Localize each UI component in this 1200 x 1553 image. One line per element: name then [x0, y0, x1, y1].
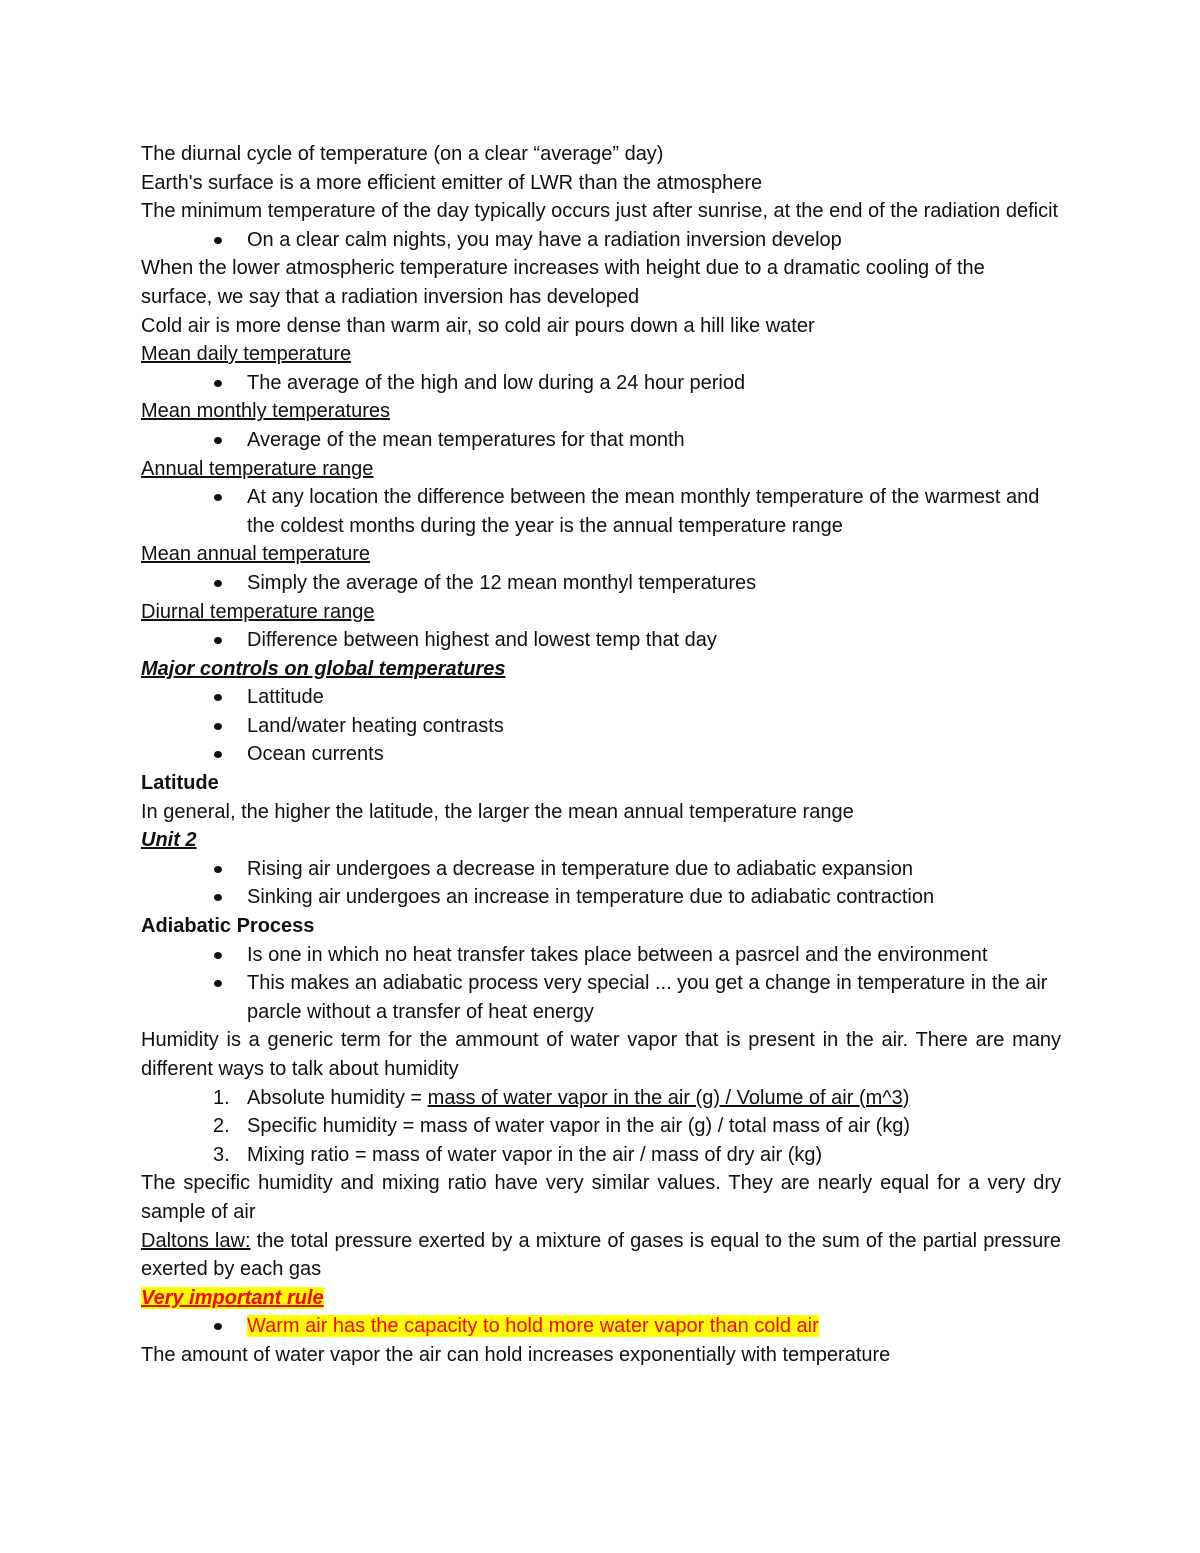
bullet-list-diurnal-range [141, 626, 1061, 655]
paragraph-daltons-law [141, 1227, 1061, 1284]
paragraph-radiation-inversion: When the lower atmospheric temperature increases with height due to a dramatic cooling of the surface, we say that a radiation inversion has developed [141, 257, 985, 308]
bullet-list-unit-2 [141, 855, 1061, 912]
paragraph-earth-emitter: Earth's surface is a more efficient emitter of LWR than the atmosphere [141, 171, 763, 194]
list-item: This makes an adiabatic process very special ... you get a change in temperature in the air parcle without a transfer of heat energy [141, 969, 1061, 1026]
paragraph-diurnal-cycle: The diurnal cycle of temperature (on a clear “average” day) [141, 143, 664, 165]
heading-latitude: Latitude [141, 772, 219, 795]
bullet-list-major-controls [141, 683, 1061, 769]
list-item [141, 1312, 1061, 1341]
heading-major-controls: Major controls on global temperatures [141, 657, 506, 680]
mixing-ratio-text: Mixing ratio = mass of water vapor in the air / mass of dry air (kg) [247, 1143, 823, 1166]
list-item: Lattitude [141, 683, 1061, 712]
heading-diurnal-temperature-range: Diurnal temperature range [141, 600, 375, 623]
numbered-list-humidity [141, 1084, 1061, 1170]
specific-humidity-text: Specific humidity = mass of water vapor in the air (g) / total mass of air (kg) [247, 1115, 911, 1138]
list-item [141, 1141, 1061, 1170]
list-number: 1. [213, 1086, 230, 1109]
paragraph-latitude: In general, the higher the latitude, the larger the mean annual temperature range [141, 800, 854, 823]
absolute-humidity-prefix: Absolute humidity = [247, 1086, 428, 1109]
list-item: Difference between highest and lowest temp that day [141, 626, 1061, 655]
bullet-list-rule [141, 1312, 1061, 1341]
list-item: Land/water heating contrasts [141, 712, 1061, 741]
paragraph-exponential: The amount of water vapor the air can hold increases exponentially with temperature [141, 1343, 891, 1366]
list-number: 3. [213, 1143, 230, 1166]
paragraph-humidity: Humidity is a generic term for the ammount of water vapor that is present in the air. There are many different ways to talk about humidity [141, 1029, 1061, 1080]
list-item: The average of the high and low during a 24 hour period [141, 369, 1061, 398]
absolute-humidity-formula: mass of water vapor in the air (g) / Volume of air (m^3) [427, 1086, 910, 1109]
list-item: Average of the mean temperatures for that month [141, 426, 1061, 455]
rule-text: Warm air has the capacity to hold more water vapor than cold air [247, 1315, 819, 1338]
heading-very-important-rule: Very important rule [141, 1286, 324, 1309]
heading-adiabatic-process: Adiabatic Process [141, 915, 315, 938]
document-page [141, 140, 1061, 1370]
heading-mean-annual-temperature: Mean annual temperature [141, 543, 371, 566]
list-item: Simply the average of the 12 mean monthyl temperatures [141, 569, 1061, 598]
daltons-law-label: Daltons law: [141, 1229, 251, 1252]
paragraph-minimum-temperature: The minimum temperature of the day typically occurs just after sunrise, at the end of the radiation deficit [141, 200, 1059, 223]
heading-mean-monthly-temperatures: Mean monthly temperatures [141, 400, 391, 423]
heading-mean-daily-temperature: Mean daily temperature [141, 343, 352, 366]
list-item: On a clear calm nights, you may have a radiation inversion develop [141, 226, 1061, 255]
list-item [141, 1112, 1061, 1141]
heading-unit-2: Unit 2 [141, 829, 197, 852]
list-item: At any location the difference between the mean monthly temperature of the warmest and the coldest months during the year is the annual temperature range [141, 483, 1061, 540]
bullet-list-inversion [141, 226, 1061, 255]
paragraph-cold-air: Cold air is more dense than warm air, so cold air pours down a hill like water [141, 314, 815, 337]
paragraph-specific-humidity: The specific humidity and mixing ratio have very similar values. They are nearly equal for a very dry sample of air [141, 1172, 1061, 1223]
bullet-list-mean-daily [141, 369, 1061, 398]
bullet-list-annual-range [141, 483, 1061, 540]
bullet-list-mean-annual [141, 569, 1061, 598]
list-item: Rising air undergoes a decrease in temperature due to adiabatic expansion [141, 855, 1061, 884]
bullet-list-adiabatic [141, 941, 1061, 1027]
list-item: Ocean currents [141, 740, 1061, 769]
daltons-law-text: the total pressure exerted by a mixture of gases is equal to the sum of the partial pressure exerted by each gas [141, 1229, 1062, 1281]
list-item: Sinking air undergoes an increase in temperature due to adiabatic contraction [141, 883, 1061, 912]
heading-very-important-rule-line [141, 1284, 1061, 1313]
list-number: 2. [213, 1115, 230, 1138]
list-item [141, 1084, 1061, 1113]
list-item: Is one in which no heat transfer takes place between a pasrcel and the environment [141, 941, 1061, 970]
bullet-list-mean-monthly [141, 426, 1061, 455]
heading-annual-temperature-range: Annual temperature range [141, 457, 374, 480]
